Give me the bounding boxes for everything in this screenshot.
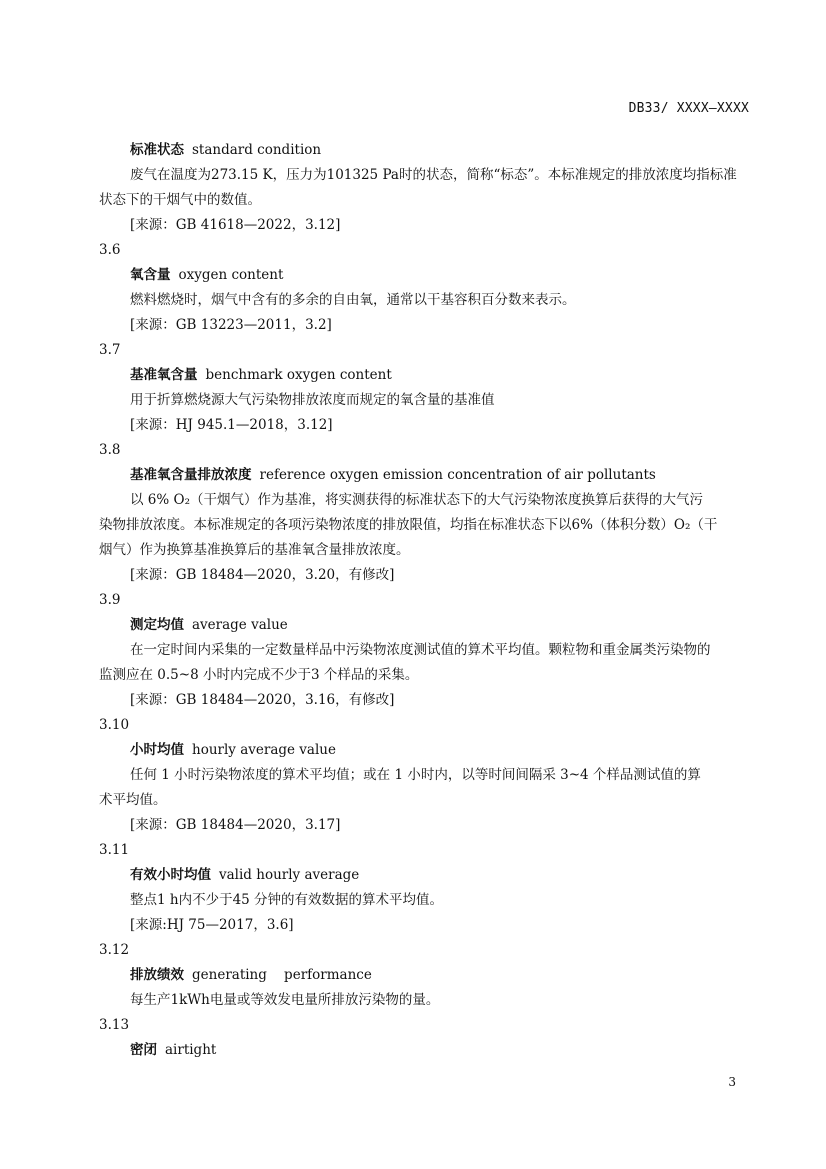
source-citation: [来源:HJ 75—2017，3.6] [130,917,294,933]
term-entry [99,1013,751,1063]
clause-number: 3.7 [99,342,121,358]
term-en: valid hourly average [219,867,360,883]
term-entry [99,438,751,588]
definition-line: 术平均值。 [99,792,167,808]
term-zh: 排放绩效 [130,967,184,983]
document-code: DB33/ XXXX—XXXX [628,101,749,116]
clause-number: 3.10 [99,717,130,733]
term-en: generating performance [192,967,372,983]
term-en: hourly average value [192,742,336,758]
term-zh: 密闭 [130,1042,157,1058]
term-entry [99,713,751,838]
term-heading [99,1038,751,1063]
source-citation: [来源：HJ 945.1—2018，3.12] [130,417,333,433]
term-entry [99,338,751,438]
source-citation: [来源：GB 41618—2022，3.12] [130,217,341,233]
clause-number: 3.9 [99,592,121,608]
clause-number: 3.11 [99,842,130,858]
terms-list [99,138,751,1063]
clause-number: 3.6 [99,242,121,258]
definition-line: 用于折算燃烧源大气污染物排放浓度而规定的氧含量的基准值 [130,392,495,408]
term-en: reference oxygen emission concentration of air pollutants [259,467,656,483]
source-citation: [来源：GB 13223—2011，3.2] [130,317,332,333]
source-citation: [来源：GB 18484—2020，3.20，有修改] [130,567,395,583]
term-heading [99,263,751,288]
term-heading [99,963,751,988]
term-en: benchmark oxygen content [205,367,392,383]
definition-line: 废气在温度为273.15 K，压力为101325 Pa时的状态，简称“标态”。本标准规定的排放浓度均指标准 [130,167,737,183]
clause-number: 3.12 [99,942,130,958]
definition-line: 在一定时间内采集的一定数量样品中污染物浓度测试值的算术平均值。颗粒物和重金属类污染物的 [130,642,711,658]
term-en: standard condition [192,142,322,158]
term-entry [99,138,751,238]
term-en: average value [192,617,288,633]
term-zh: 标准状态 [130,142,184,158]
term-heading [99,738,751,763]
term-heading [99,613,751,638]
page-number: 3 [728,1075,736,1089]
definition-line: 以 6% O₂（干烟气）作为基准，将实测获得的标准状态下的大气污染物浓度换算后获得的大气污 [130,492,703,508]
definition-line: 每生产1kWh电量或等效发电量所排放污染物的量。 [130,992,440,1008]
definition-line: 整点1 h内不少于45 分钟的有效数据的算术平均值。 [130,892,444,908]
term-zh: 氧含量 [130,267,171,283]
term-zh: 小时均值 [130,742,184,758]
term-entry [99,588,751,713]
term-entry [99,838,751,938]
source-citation: [来源：GB 18484—2020，3.16，有修改] [130,692,395,708]
definition-line: 监测应在 0.5~8 小时内完成不少于3 个样品的采集。 [99,667,419,683]
term-entry [99,238,751,338]
term-heading [99,863,751,888]
definition-line: 烟气）作为换算基准换算后的基准氧含量排放浓度。 [99,542,410,558]
definition-line: 状态下的干烟气中的数值。 [99,192,261,208]
term-zh: 基准氧含量 [130,367,198,383]
definition-line: 任何 1 小时污染物浓度的算术平均值；或在 1 小时内，以等时间间隔采 3~4 个样品测试值的算 [130,767,701,783]
clause-number: 3.13 [99,1017,130,1033]
clause-number: 3.8 [99,442,121,458]
term-zh: 有效小时均值 [130,867,211,883]
source-citation: [来源：GB 18484—2020，3.17] [130,817,341,833]
term-en: airtight [165,1042,217,1058]
definition-line: 燃料燃烧时，烟气中含有的多余的自由氧，通常以干基容积百分数来表示。 [130,292,576,308]
term-heading [99,463,751,488]
term-zh: 基准氧含量排放浓度 [130,467,252,483]
term-en: oxygen content [178,267,284,283]
term-zh: 测定均值 [130,617,184,633]
term-entry [99,938,751,1013]
term-heading [99,363,751,388]
term-heading [99,138,751,163]
definition-line: 染物排放浓度。本标准规定的各项污染物浓度的排放限值，均指在标准状态下以6%（体积分数）O₂（干 [99,517,718,533]
